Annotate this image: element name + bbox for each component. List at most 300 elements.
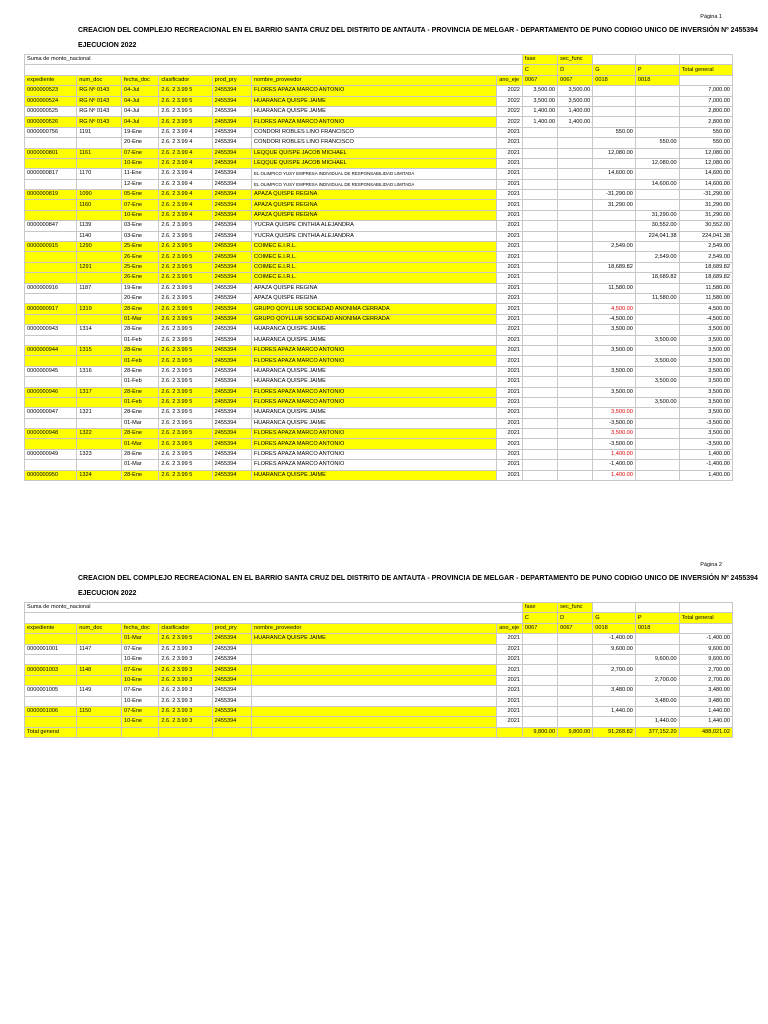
expediente-cell <box>25 314 77 324</box>
amount-d-cell: 1,400.00 <box>558 106 593 116</box>
expediente-cell <box>25 210 77 220</box>
amount-d-cell <box>558 634 593 644</box>
expediente-cell: 0000000524 <box>25 96 77 106</box>
clasificador-cell: 2.6. 2 3.99 5 <box>159 304 212 314</box>
amount-g-cell <box>593 252 636 262</box>
nombre-proveedor-cell: YUCRA QUISPE CINTHIA ALEJANDRA <box>252 231 497 241</box>
amount-d-cell <box>558 397 593 407</box>
amount-d-cell <box>558 387 593 397</box>
num-doc-cell <box>77 210 122 220</box>
table-row <box>25 408 733 418</box>
expediente-cell: 0000000526 <box>25 117 77 127</box>
amount-g-cell <box>593 675 636 685</box>
ano-eje-cell: 2021 <box>497 242 523 252</box>
sec-func-value: 0067 <box>558 623 593 633</box>
amount-g-cell <box>593 717 636 727</box>
amount-p-cell <box>635 345 679 355</box>
fecha-doc-cell: 10-Ene <box>122 675 159 685</box>
expediente-cell: 0000000819 <box>25 190 77 200</box>
amount-p-cell <box>635 665 679 675</box>
fecha-doc-cell: 01-Mar <box>122 460 159 470</box>
fecha-doc-cell: 01-Mar <box>122 314 159 324</box>
amount-g-cell <box>593 273 636 283</box>
nombre-proveedor-cell: EL OLIMPICO YUSY EMPRESA INDIVIDUAL DE RESPONSABILIDAD LIMITADA <box>252 179 497 189</box>
fecha-doc-cell: 03-Ene <box>122 221 159 231</box>
amount-c-cell <box>522 283 557 293</box>
amount-c-cell <box>522 675 557 685</box>
row-total-cell: 3,500.00 <box>679 356 732 366</box>
ano-eje-cell: 2021 <box>497 696 523 706</box>
num-doc-cell: 1160 <box>77 200 122 210</box>
amount-c-cell <box>522 634 557 644</box>
amount-c-cell <box>522 148 557 158</box>
clasificador-cell: 2.6. 2 3.99 4 <box>159 200 212 210</box>
amount-p-cell: 11,580.00 <box>635 293 679 303</box>
amount-g-cell: 12,080.00 <box>593 148 636 158</box>
row-total-cell: 12,080.00 <box>679 148 732 158</box>
row-total-cell: 14,600.00 <box>679 179 732 189</box>
num-doc-cell: 1150 <box>77 706 122 716</box>
nombre-proveedor-cell <box>252 696 497 706</box>
expediente-cell <box>25 231 77 241</box>
amount-d-cell <box>558 654 593 664</box>
clasificador-cell: 2.6. 2 3.99 5 <box>159 283 212 293</box>
num-doc-cell <box>77 418 122 428</box>
ano-eje-cell: 2021 <box>497 634 523 644</box>
amount-d-cell <box>558 273 593 283</box>
amount-d-cell <box>558 686 593 696</box>
ano-eje-cell: 2021 <box>497 158 523 168</box>
clasificador-cell: 2.6. 2 3.99 5 <box>159 325 212 335</box>
expediente-cell: 0000000916 <box>25 283 77 293</box>
fecha-doc-cell: 10-Ene <box>122 158 159 168</box>
table-row <box>25 696 733 706</box>
ano-eje-cell: 2021 <box>497 314 523 324</box>
amount-c-cell <box>522 314 557 324</box>
amount-d-cell <box>558 717 593 727</box>
nombre-proveedor-cell: LEQQUE QUISPE JACOB MICHAEL <box>252 158 497 168</box>
amount-p-cell <box>635 325 679 335</box>
nombre-proveedor-cell <box>252 644 497 654</box>
amount-p-cell <box>635 460 679 470</box>
amount-d-cell <box>558 449 593 459</box>
prod-pry-cell: 2455394 <box>212 179 251 189</box>
amount-p-cell <box>635 706 679 716</box>
clasificador-cell: 2.6. 2 3.99 4 <box>159 210 212 220</box>
clasificador-cell: 2.6. 2 3.99 5 <box>159 314 212 324</box>
fecha-doc-cell: 20-Ene <box>122 138 159 148</box>
row-total-cell: -4,500.00 <box>679 314 732 324</box>
num-doc-cell <box>77 397 122 407</box>
clasificador-cell: 2.6. 2 3.99 5 <box>159 460 212 470</box>
clasificador-cell: 2.6. 2 3.99 5 <box>159 117 212 127</box>
amount-d-cell <box>558 293 593 303</box>
amount-c-cell <box>522 644 557 654</box>
pivot-header-row-2 <box>25 613 733 623</box>
row-total-cell: 550.00 <box>679 127 732 137</box>
amount-g-cell: 3,500.00 <box>593 366 636 376</box>
expediente-cell: 0000000756 <box>25 127 77 137</box>
amount-p-cell <box>635 283 679 293</box>
amount-d-cell <box>558 325 593 335</box>
num-doc-cell <box>77 717 122 727</box>
amount-d-cell <box>558 706 593 716</box>
amount-p-cell <box>635 262 679 272</box>
report-subtitle: EJECUCION 2022 <box>78 590 137 597</box>
amount-g-cell <box>593 293 636 303</box>
table-row <box>25 273 733 283</box>
num-doc-cell: 1321 <box>77 408 122 418</box>
amount-d-cell <box>558 283 593 293</box>
amount-g-cell: 3,500.00 <box>593 429 636 439</box>
num-doc-cell: RG Nº 0143 <box>77 86 122 96</box>
prod-pry-cell: 2455394 <box>212 169 251 179</box>
sec-func-label: sec_func <box>558 603 593 613</box>
amount-c-cell <box>522 242 557 252</box>
ano-eje-cell: 2021 <box>497 169 523 179</box>
expediente-cell <box>25 397 77 407</box>
amount-c-cell <box>522 221 557 231</box>
amount-d-cell <box>558 158 593 168</box>
amount-g-cell <box>593 210 636 220</box>
amount-c-cell <box>522 200 557 210</box>
ano-eje-cell: 2021 <box>497 273 523 283</box>
amount-c-cell <box>522 304 557 314</box>
table-row <box>25 252 733 262</box>
table-row <box>25 231 733 241</box>
header-empty <box>635 55 679 65</box>
ano-eje-cell: 2021 <box>497 262 523 272</box>
row-total-cell: 3,500.00 <box>679 429 732 439</box>
expediente-cell <box>25 377 77 387</box>
num-doc-cell <box>77 179 122 189</box>
row-total-cell: 3,500.00 <box>679 408 732 418</box>
prod-pry-cell: 2455394 <box>212 106 251 116</box>
amount-d-cell <box>558 345 593 355</box>
expediente-cell <box>25 717 77 727</box>
num-doc-cell: 1139 <box>77 221 122 231</box>
report-title: CREACION DEL COMPLEJO RECREACIONAL EN EL BARRIO SANTA CRUZ DEL DISTRITO DE ANTAUTA - PROVINCIA DE MELGAR - DEPARTAMENTO DE PUNO CODIGO UNICO DE INVERSIÓN Nº 2455394 <box>78 27 758 34</box>
total-general-row <box>25 727 733 737</box>
ano-eje-cell: 2021 <box>497 335 523 345</box>
ano-eje-cell: 2021 <box>497 460 523 470</box>
fase-value: C <box>522 65 557 75</box>
amount-d-cell <box>558 644 593 654</box>
amount-p-cell: 2,700.00 <box>635 675 679 685</box>
amount-d-cell <box>558 169 593 179</box>
num-doc-cell <box>77 335 122 345</box>
table-row <box>25 665 733 675</box>
amount-p-cell <box>635 387 679 397</box>
expediente-cell <box>25 262 77 272</box>
amount-c-cell <box>522 231 557 241</box>
prod-pry-cell: 2455394 <box>212 325 251 335</box>
table-row <box>25 283 733 293</box>
row-total-cell: 1,440.00 <box>679 706 732 716</box>
num-doc-cell: RG Nº 0143 <box>77 106 122 116</box>
total-p-cell: 377,152.20 <box>635 727 679 737</box>
amount-p-cell <box>635 304 679 314</box>
ano-eje-cell: 2021 <box>497 429 523 439</box>
nombre-proveedor-cell: HUARANCA QUISPE JAIME <box>252 377 497 387</box>
fecha-doc-cell: 04-Jul <box>122 117 159 127</box>
num-doc-cell: 1161 <box>77 148 122 158</box>
ano-eje-cell: 2021 <box>497 252 523 262</box>
header-empty <box>593 603 636 613</box>
report-title: CREACION DEL COMPLEJO RECREACIONAL EN EL BARRIO SANTA CRUZ DEL DISTRITO DE ANTAUTA - PROVINCIA DE MELGAR - DEPARTAMENTO DE PUNO CODIGO UNICO DE INVERSIÓN Nº 2455394 <box>78 575 758 582</box>
nombre-proveedor-cell: APAZA QUISPE REGINA <box>252 210 497 220</box>
column-header-prod-pry: prod_pry <box>212 623 251 633</box>
amount-p-cell <box>635 200 679 210</box>
ano-eje-cell: 2021 <box>497 377 523 387</box>
amount-p-cell <box>635 644 679 654</box>
nombre-proveedor-cell: COIMEC E.I.R.L. <box>252 262 497 272</box>
prod-pry-cell: 2455394 <box>212 717 251 727</box>
row-total-cell: 2,800.00 <box>679 117 732 127</box>
fecha-doc-cell: 04-Jul <box>122 86 159 96</box>
table-row <box>25 460 733 470</box>
expediente-cell: 0000001006 <box>25 706 77 716</box>
column-header-fecha-doc: fecha_doc <box>122 75 159 85</box>
fecha-doc-cell: 07-Ene <box>122 644 159 654</box>
clasificador-cell: 2.6. 2 3.99 3 <box>159 717 212 727</box>
nombre-proveedor-cell: FLORES APAZA MARCO ANTONIO <box>252 460 497 470</box>
prod-pry-cell: 2455394 <box>212 397 251 407</box>
table-row <box>25 138 733 148</box>
row-total-cell: 11,580.00 <box>679 293 732 303</box>
fecha-doc-cell: 12-Ene <box>122 179 159 189</box>
num-doc-cell <box>77 314 122 324</box>
ano-eje-cell: 2021 <box>497 127 523 137</box>
amount-d-cell <box>558 148 593 158</box>
prod-pry-cell: 2455394 <box>212 221 251 231</box>
row-total-cell: 3,500.00 <box>679 377 732 387</box>
amount-p-cell: 14,600.00 <box>635 179 679 189</box>
amount-d-cell <box>558 190 593 200</box>
header-empty <box>679 75 732 85</box>
table-row <box>25 439 733 449</box>
table-row <box>25 429 733 439</box>
prod-pry-cell: 2455394 <box>212 314 251 324</box>
row-total-cell: 3,500.00 <box>679 345 732 355</box>
total-c-cell: 9,800.00 <box>522 727 557 737</box>
amount-g-cell: 31,290.00 <box>593 200 636 210</box>
nombre-proveedor-cell: HUARANCA QUISPE JAIME <box>252 106 497 116</box>
row-total-cell: 18,689.82 <box>679 273 732 283</box>
table-row <box>25 169 733 179</box>
clasificador-cell: 2.6. 2 3.99 3 <box>159 675 212 685</box>
amount-d-cell <box>558 356 593 366</box>
amount-p-cell <box>635 86 679 96</box>
clasificador-cell: 2.6. 2 3.99 5 <box>159 293 212 303</box>
fecha-doc-cell: 01-Feb <box>122 356 159 366</box>
prod-pry-cell: 2455394 <box>212 210 251 220</box>
nombre-proveedor-cell: HUARANCA QUISPE JAIME <box>252 335 497 345</box>
num-doc-cell: 1140 <box>77 231 122 241</box>
page-number: Página 2 <box>700 562 722 568</box>
table-row <box>25 179 733 189</box>
expediente-cell: 0000000947 <box>25 408 77 418</box>
total-empty <box>159 727 212 737</box>
row-total-cell: 550.00 <box>679 138 732 148</box>
prod-pry-cell: 2455394 <box>212 262 251 272</box>
prod-pry-cell: 2455394 <box>212 675 251 685</box>
expediente-cell: 0000000817 <box>25 169 77 179</box>
clasificador-cell: 2.6. 2 3.99 5 <box>159 106 212 116</box>
amount-c-cell: 3,500.00 <box>522 96 557 106</box>
prod-pry-cell: 2455394 <box>212 706 251 716</box>
header-empty <box>25 613 523 623</box>
fase-label: fase <box>522 55 557 65</box>
amount-g-cell <box>593 377 636 387</box>
nombre-proveedor-cell: FLORES APAZA MARCO ANTONIO <box>252 449 497 459</box>
fase-label: fase <box>522 603 557 613</box>
prod-pry-cell: 2455394 <box>212 449 251 459</box>
amount-d-cell <box>558 696 593 706</box>
amount-c-cell <box>522 387 557 397</box>
nombre-proveedor-cell: FLORES APAZA MARCO ANTONIO <box>252 356 497 366</box>
amount-p-cell: 3,500.00 <box>635 356 679 366</box>
amount-d-cell <box>558 408 593 418</box>
prod-pry-cell: 2455394 <box>212 654 251 664</box>
fecha-doc-cell: 28-Ene <box>122 304 159 314</box>
amount-p-cell: 31,290.00 <box>635 210 679 220</box>
row-total-cell: 2,800.00 <box>679 106 732 116</box>
nombre-proveedor-cell: HUARANCA QUISPE JAIME <box>252 96 497 106</box>
amount-g-cell: 3,500.00 <box>593 408 636 418</box>
num-doc-cell: 1324 <box>77 470 122 480</box>
amount-d-cell <box>558 304 593 314</box>
table-row <box>25 158 733 168</box>
amount-c-cell <box>522 429 557 439</box>
num-doc-cell: 1187 <box>77 283 122 293</box>
table-row <box>25 470 733 480</box>
amount-c-cell <box>522 408 557 418</box>
nombre-proveedor-cell: HUARANCA QUISPE JAIME <box>252 408 497 418</box>
sec-func-value: 0067 <box>522 623 557 633</box>
num-doc-cell <box>77 273 122 283</box>
amount-p-cell <box>635 117 679 127</box>
row-total-cell: 3,500.00 <box>679 387 732 397</box>
ano-eje-cell: 2022 <box>497 96 523 106</box>
nombre-proveedor-cell: APAZA QUISPE REGINA <box>252 293 497 303</box>
table-row <box>25 304 733 314</box>
total-empty <box>252 727 497 737</box>
clasificador-cell: 2.6. 2 3.99 5 <box>159 335 212 345</box>
expediente-cell <box>25 252 77 262</box>
row-total-cell: 9,600.00 <box>679 654 732 664</box>
amount-g-cell: 9,600.00 <box>593 644 636 654</box>
row-total-cell: 1,400.00 <box>679 449 732 459</box>
header-empty <box>593 55 636 65</box>
nombre-proveedor-cell: YUCRA QUISPE CINTHIA ALEJANDRA <box>252 221 497 231</box>
row-total-cell: 1,400.00 <box>679 470 732 480</box>
ano-eje-cell: 2021 <box>497 654 523 664</box>
table-row <box>25 675 733 685</box>
column-header-clasificador: clasificador <box>159 623 212 633</box>
prod-pry-cell: 2455394 <box>212 273 251 283</box>
amount-p-cell: 3,480.00 <box>635 696 679 706</box>
report-subtitle: EJECUCION 2022 <box>78 42 137 49</box>
ano-eje-cell: 2021 <box>497 366 523 376</box>
num-doc-cell <box>77 675 122 685</box>
nombre-proveedor-cell <box>252 717 497 727</box>
row-total-cell: 2,549.00 <box>679 252 732 262</box>
row-total-cell: 7,000.00 <box>679 86 732 96</box>
nombre-proveedor-cell: LEQQUE QUISPE JACOB MICHAEL <box>252 148 497 158</box>
amount-g-cell: -3,500.00 <box>593 418 636 428</box>
clasificador-cell: 2.6. 2 3.99 5 <box>159 345 212 355</box>
clasificador-cell: 2.6. 2 3.99 5 <box>159 387 212 397</box>
clasificador-cell: 2.6. 2 3.99 3 <box>159 686 212 696</box>
table-row <box>25 314 733 324</box>
amount-g-cell <box>593 356 636 366</box>
fecha-doc-cell: 28-Ene <box>122 449 159 459</box>
fecha-doc-cell: 10-Ene <box>122 717 159 727</box>
fase-value: P <box>635 65 679 75</box>
num-doc-cell: 1322 <box>77 429 122 439</box>
table-row <box>25 717 733 727</box>
ano-eje-cell: 2021 <box>497 717 523 727</box>
ano-eje-cell: 2021 <box>497 200 523 210</box>
amount-g-cell: 550.00 <box>593 127 636 137</box>
column-header-clasificador: clasificador <box>159 75 212 85</box>
row-total-cell: -3,500.00 <box>679 439 732 449</box>
expediente-cell <box>25 356 77 366</box>
row-total-cell: 3,500.00 <box>679 366 732 376</box>
clasificador-cell: 2.6. 2 3.99 5 <box>159 418 212 428</box>
table-row <box>25 686 733 696</box>
prod-pry-cell: 2455394 <box>212 356 251 366</box>
amount-d-cell <box>558 429 593 439</box>
column-header-row <box>25 623 733 633</box>
row-total-cell: 11,580.00 <box>679 283 732 293</box>
amount-c-cell <box>522 717 557 727</box>
amount-p-cell <box>635 366 679 376</box>
amount-d-cell <box>558 366 593 376</box>
nombre-proveedor-cell: COIMEC E.I.R.L. <box>252 273 497 283</box>
nombre-proveedor-cell: COIMEC E.I.R.L. <box>252 252 497 262</box>
prod-pry-cell: 2455394 <box>212 293 251 303</box>
fecha-doc-cell: 01-Feb <box>122 377 159 387</box>
expediente-cell: 0000000949 <box>25 449 77 459</box>
table-row <box>25 644 733 654</box>
total-empty <box>122 727 159 737</box>
row-total-cell: -3,500.00 <box>679 418 732 428</box>
expediente-cell <box>25 293 77 303</box>
fecha-doc-cell: 10-Ene <box>122 654 159 664</box>
clasificador-cell: 2.6. 2 3.99 5 <box>159 252 212 262</box>
ano-eje-cell: 2021 <box>497 190 523 200</box>
amount-c-cell <box>522 169 557 179</box>
row-total-cell: 224,041.38 <box>679 231 732 241</box>
amount-p-cell: 224,041.38 <box>635 231 679 241</box>
amount-g-cell: -1,400.00 <box>593 634 636 644</box>
clasificador-cell: 2.6. 2 3.99 5 <box>159 242 212 252</box>
num-doc-cell: 1147 <box>77 644 122 654</box>
prod-pry-cell: 2455394 <box>212 460 251 470</box>
num-doc-cell: 1148 <box>77 665 122 675</box>
pivot-corner: Suma de monto_nacional <box>25 55 523 65</box>
amount-c-cell <box>522 138 557 148</box>
fecha-doc-cell: 28-Ene <box>122 345 159 355</box>
expediente-cell: 0000000915 <box>25 242 77 252</box>
amount-c-cell: 1,400.00 <box>522 117 557 127</box>
amount-c-cell <box>522 470 557 480</box>
nombre-proveedor-cell: FLORES APAZA MARCO ANTONIO <box>252 86 497 96</box>
table-row <box>25 706 733 716</box>
ano-eje-cell: 2021 <box>497 304 523 314</box>
